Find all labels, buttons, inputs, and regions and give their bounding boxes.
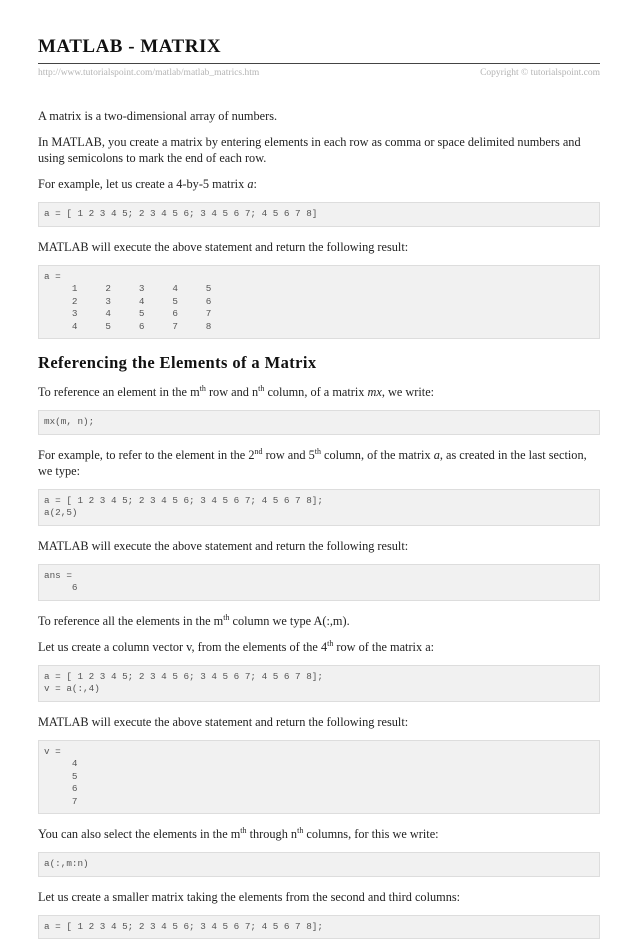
code-block-output-v: v = 4 5 6 7 — [38, 740, 600, 815]
text: For example, to refer to the element in the 2 — [38, 448, 255, 462]
code-block-reference: a = [ 1 2 3 4 5; 2 3 4 5 6; 3 4 5 6 7; 4 5 6 7 8]; a(2,5) — [38, 489, 600, 526]
superscript: th — [223, 613, 229, 622]
page-title: MATLAB - MATRIX — [38, 36, 600, 58]
text: row and n — [206, 385, 258, 399]
text: column we type A(:,m). — [229, 614, 349, 628]
paragraph-reference-element — [38, 384, 600, 400]
paragraph-intro: A matrix is a two-dimensional array of numbers. — [38, 108, 600, 124]
text: For example, let us create a 4-by-5 matrix — [38, 177, 247, 191]
title-divider — [38, 63, 600, 64]
code-block-column-range: a(:,m:n) — [38, 852, 600, 877]
paragraph-reference-column — [38, 613, 600, 629]
superscript: th — [258, 384, 264, 393]
superscript: th — [327, 639, 333, 648]
superscript: th — [315, 447, 321, 456]
superscript: th — [297, 826, 303, 835]
superscript: nd — [255, 447, 263, 456]
section-heading-referencing: Referencing the Elements of a Matrix — [38, 353, 600, 373]
source-url: http://www.tutorialspoint.com/matlab/matlab_matrics.htm — [38, 68, 259, 78]
text: : — [253, 177, 256, 191]
text: , as created in the last section, we type: — [38, 448, 587, 478]
code-block-output-ans: ans = 6 — [38, 564, 600, 601]
paragraph-smaller-matrix: Let us create a smaller matrix taking the elements from the second and third columns: — [38, 889, 600, 905]
code-block-smaller-matrix: a = [ 1 2 3 4 5; 2 3 4 5 6; 3 4 5 6 7; 4 5 6 7 8]; — [38, 915, 600, 939]
article-body — [38, 108, 600, 939]
text: Let us create a column vector v, from the elements of the 4 — [38, 640, 327, 654]
variable-name: a — [247, 177, 253, 191]
variable-name: a — [434, 448, 440, 462]
paragraph-reference-example — [38, 447, 600, 479]
paragraph-result: MATLAB will execute the above statement and return the following result: — [38, 239, 600, 255]
text: To reference an element in the m — [38, 385, 200, 399]
text: row of the matrix a: — [333, 640, 434, 654]
superscript: th — [240, 826, 246, 835]
text: To reference all the elements in the m — [38, 614, 223, 628]
code-block-column-vector: a = [ 1 2 3 4 5; 2 3 4 5 6; 3 4 5 6 7; 4 5 6 7 8]; v = a(:,4) — [38, 665, 600, 702]
text: column, of a matrix — [264, 385, 367, 399]
paragraph-column-vector — [38, 639, 600, 655]
superscript: th — [200, 384, 206, 393]
copyright-notice: Copyright © tutorialspoint.com — [480, 68, 600, 78]
code-block-output-matrix: a = 1 2 3 4 5 2 3 4 5 6 3 4 5 6 7 4 5 6 7 8 — [38, 265, 600, 340]
page-header-meta — [38, 68, 600, 78]
text: , we write: — [382, 385, 434, 399]
variable-name: mx — [368, 385, 382, 399]
text: You can also select the elements in the m — [38, 827, 240, 841]
paragraph-result-2: MATLAB will execute the above statement and return the following result: — [38, 538, 600, 554]
text: through n — [247, 827, 298, 841]
text: column, of the matrix — [321, 448, 434, 462]
code-block-create: a = [ 1 2 3 4 5; 2 3 4 5 6; 3 4 5 6 7; 4 5 6 7 8] — [38, 202, 600, 227]
text: columns, for this we write: — [303, 827, 438, 841]
paragraph-create-matrix: In MATLAB, you create a matrix by entering elements in each row as comma or space delimited numbers and using semicolons to mark the end of each row. — [38, 134, 600, 166]
code-block-syntax: mx(m, n); — [38, 410, 600, 435]
text: row and 5 — [263, 448, 315, 462]
paragraph-example — [38, 176, 600, 192]
paragraph-select-columns — [38, 826, 600, 842]
paragraph-result-3: MATLAB will execute the above statement and return the following result: — [38, 714, 600, 730]
